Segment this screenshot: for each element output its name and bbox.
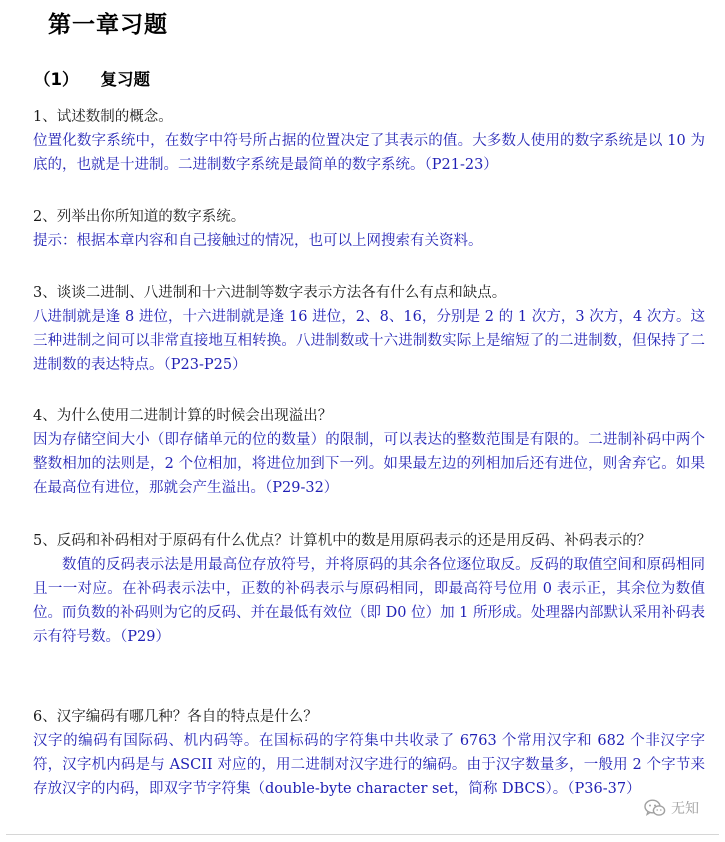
question-4: 4、为什么使用二进制计算的时候会出现溢出？ [33,408,333,424]
question-3: 3、谈谈二进制、八进制和十六进制等数字表示方法各有什么有点和缺点。 [33,285,507,301]
question-block-5 [33,529,705,649]
question-1: 1、试述数制的概念。 [33,109,173,125]
section-number: （1） [34,70,79,89]
wechat-icon [644,799,666,817]
chapter-title: 第一章习题 [48,12,168,38]
bottom-divider [6,834,719,835]
answer-3: 八进制就是逢 8 进位，十六进制就是逢 16 进位，2、8、16，分别是 2 的 1 次方，3 次方，4 次方。这三种进制之间可以非常直接地互相转换。八进制数或十六进制数实际上是缩短了的二进制数，但保持了二进制数的表达特点。（P23-P25） [33,309,705,373]
watermark-text: 无知 [671,801,699,817]
watermark [644,798,699,818]
answer-5: 数值的反码表示法是用最高位存放符号，并将原码的其余各位逐位取反。反码的取值空间和原码相同且一一对应。在补码表示法中，正数的补码表示与原码相同，即最高符号位用 0 表示正，其余位为数值位。而负数的补码则为它的反码、并在最低有效位（即 D0 位）加 1 所形成。处理器内部默认采用补码表示有符号数。（P29） [33,557,706,645]
answer-6: 汉字的编码有国际码、机内码等。在国标码的字符集中共收录了 6763 个常用汉字和 682 个非汉字字符，汉字机内码是与 ASCII 对应的，用二进制对汉字进行的编码。由于汉字数量多，一般用 2 个字节来存放汉字的内码，即双字节字符集（double-byte character set，简称 DBCS）。（P36-37） [33,733,705,797]
question-block-1 [33,105,705,177]
answer-4: 因为存储空间大小（即存储单元的位的数量）的限制，可以表达的整数范围是有限的。二进制补码中两个整数相加的法则是，2 个位相加，将进位加到下一列。如果最左边的列相加后还有进位，则舍弃它。如果在最高位有进位，那就会产生溢出。（P29-32） [33,432,705,496]
answer-2: 提示：根据本章内容和自己接触过的情况，也可以上网搜索有关资料。 [33,233,483,249]
question-block-3 [33,281,705,377]
answer-1: 位置化数字系统中，在数字中符号所占据的位置决定了其表示的值。大多数人使用的数字系统是以 10 为底的，也就是十进制。二进制数字系统是最简单的数字系统。（P21-23） [33,133,705,173]
question-2: 2、列举出你所知道的数字系统。 [33,209,246,225]
question-6: 6、汉字编码有哪几种？各自的特点是什么？ [33,709,318,725]
section-title: 复习题 [100,70,150,89]
question-5: 5、反码和补码相对于原码有什么优点？计算机中的数是用原码表示的还是用反码、补码表示的？ [33,533,652,549]
question-block-2 [33,205,705,253]
question-block-4 [33,404,705,500]
question-block-6 [33,705,705,801]
section-heading [34,66,150,90]
